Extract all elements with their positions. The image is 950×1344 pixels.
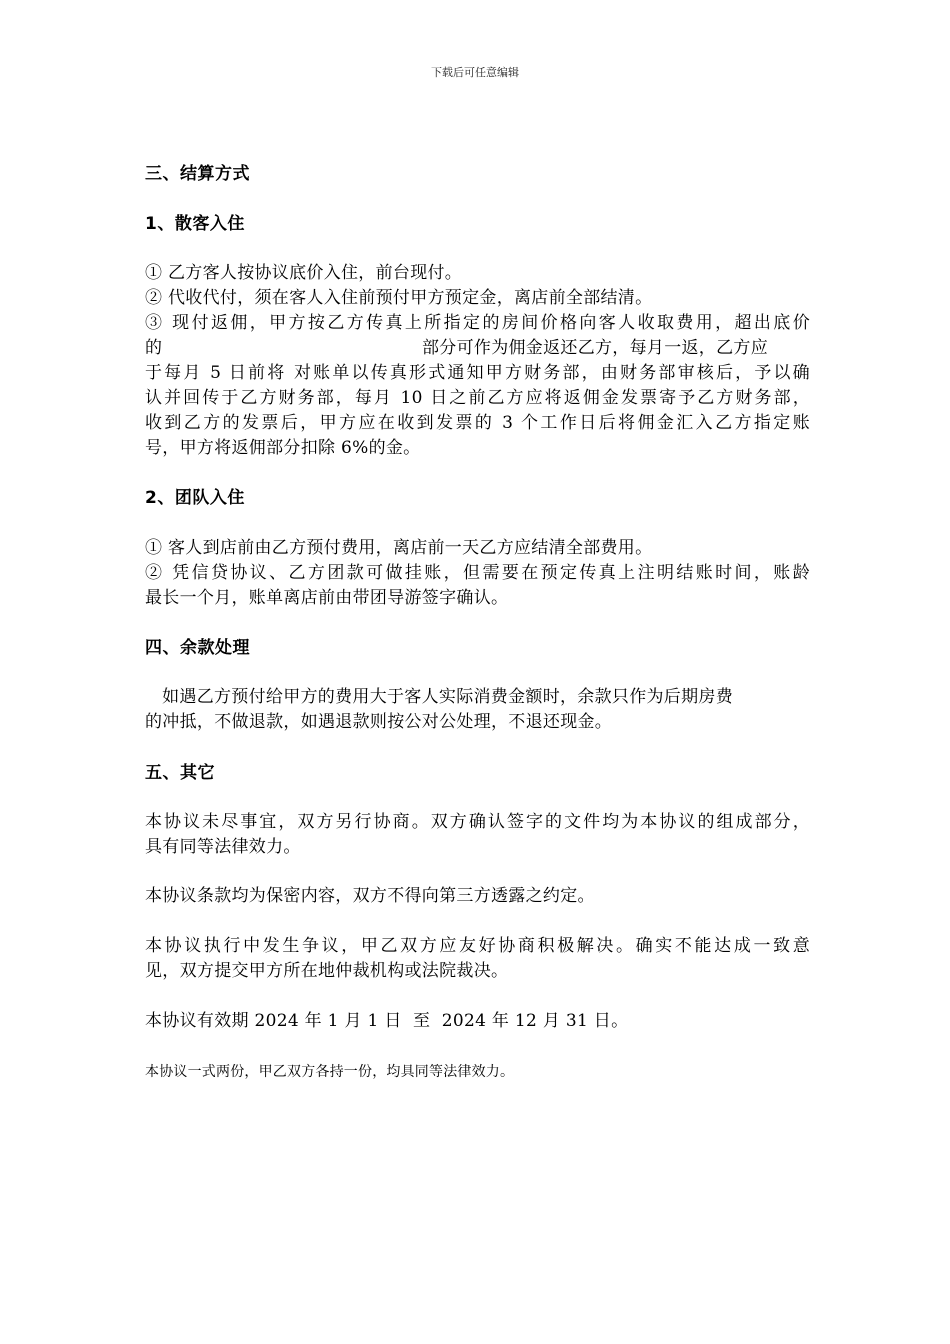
sub-1-item-3-line-2-right: 部分可作为佣金返还乙方，每月一返，乙方应 <box>422 338 768 358</box>
section-5-p5-line: 本协议一式两份，甲乙双方各持一份，均具同等法律效力。 <box>145 1064 515 1080</box>
section-5-p1-line-1: 本协议未尽事宜，双方另行协商。双方确认签字的文件均为本协议的组成部分， <box>145 812 810 832</box>
section-5-p4 <box>145 1009 810 1034</box>
section-3-sub-2-title: 2、团队入住 <box>145 488 245 508</box>
section-4-line-2: 的冲抵，不做退款，如遇退款则按公对公处理，不退还现金。 <box>145 712 613 732</box>
section-5-p3-line-2: 见，双方提交甲方所在地仲裁机构或法院裁决。 <box>145 961 509 981</box>
sub-1-item-2: ② 代收代付，须在客人入住前预付甲方预定金，离店前全部结清。 <box>145 288 653 308</box>
section-5-p4-line: 本协议有效期 2024 年 1 月 1 日 至 2024 年 12 月 31 日。 <box>145 1011 629 1031</box>
section-5-p1 <box>145 810 810 860</box>
section-5-p3-line-1: 本协议执行中发生争议，甲乙双方应友好协商积极解决。确实不能达成一致意 <box>145 936 810 956</box>
section-4-line-1: 如遇乙方预付给甲方的费用大于客人实际消费金额时，余款只作为后期房费 <box>145 687 734 707</box>
sub-1-item-3-line-5: 收到乙方的发票后，甲方应在收到发票的 3 个工作日后将佣金汇入乙方指定账 <box>145 413 810 433</box>
section-5-p1-line-2: 具有同等法律效力。 <box>145 837 301 857</box>
sub-1-item-3-line-2 <box>145 336 810 361</box>
sub-1-item-3-line-3: 于每月 5 日前将 对账单以传真形式通知甲方财务部，由财务部审核后，予以确 <box>145 363 810 383</box>
section-5-p2 <box>145 884 810 909</box>
sub-1-item-1: ① 乙方客人按协议底价入住，前台现付。 <box>145 263 463 283</box>
sub-1-item-3-line-4: 认并回传于乙方财务部，每月 10 日之前乙方应将返佣金发票寄予乙方财务部， <box>145 388 810 408</box>
section-5-title: 五、其它 <box>145 763 215 783</box>
sub-1-item-3-line-1: ③ 现付返佣，甲方按乙方传真上所指定的房间价格向客人收取费用，超出底价 <box>145 313 810 333</box>
section-4-body <box>145 685 810 735</box>
section-3-sub-1-title: 1、散客入住 <box>145 214 245 234</box>
sub-2-item-1: ① 客人到店前由乙方预付费用，离店前一天乙方应结清全部费用。 <box>145 538 653 558</box>
sub-1-item-3-line-2-left: 的 <box>145 338 163 358</box>
section-5-p3 <box>145 934 810 984</box>
section-3-title: 三、结算方式 <box>145 164 250 184</box>
sub-2-item-2-line-1: ② 凭信贷协议、乙方团款可做挂账，但需要在预定传真上注明结账时间，账龄 <box>145 563 810 583</box>
section-3-sub-2-items <box>145 536 810 611</box>
sub-1-item-3-line-6: 号，甲方将返佣部分扣除 6%的金。 <box>145 438 421 458</box>
sub-2-item-2-line-2: 最长一个月，账单离店前由带团导游签字确认。 <box>145 588 509 608</box>
section-3-sub-1-items <box>145 261 810 461</box>
section-4-title: 四、余款处理 <box>145 638 250 658</box>
page-header-note: 下载后可任意编辑 <box>431 66 519 79</box>
section-5-p2-line: 本协议条款均为保密内容，双方不得向第三方透露之约定。 <box>145 886 595 906</box>
section-5-p5 <box>145 1062 810 1082</box>
